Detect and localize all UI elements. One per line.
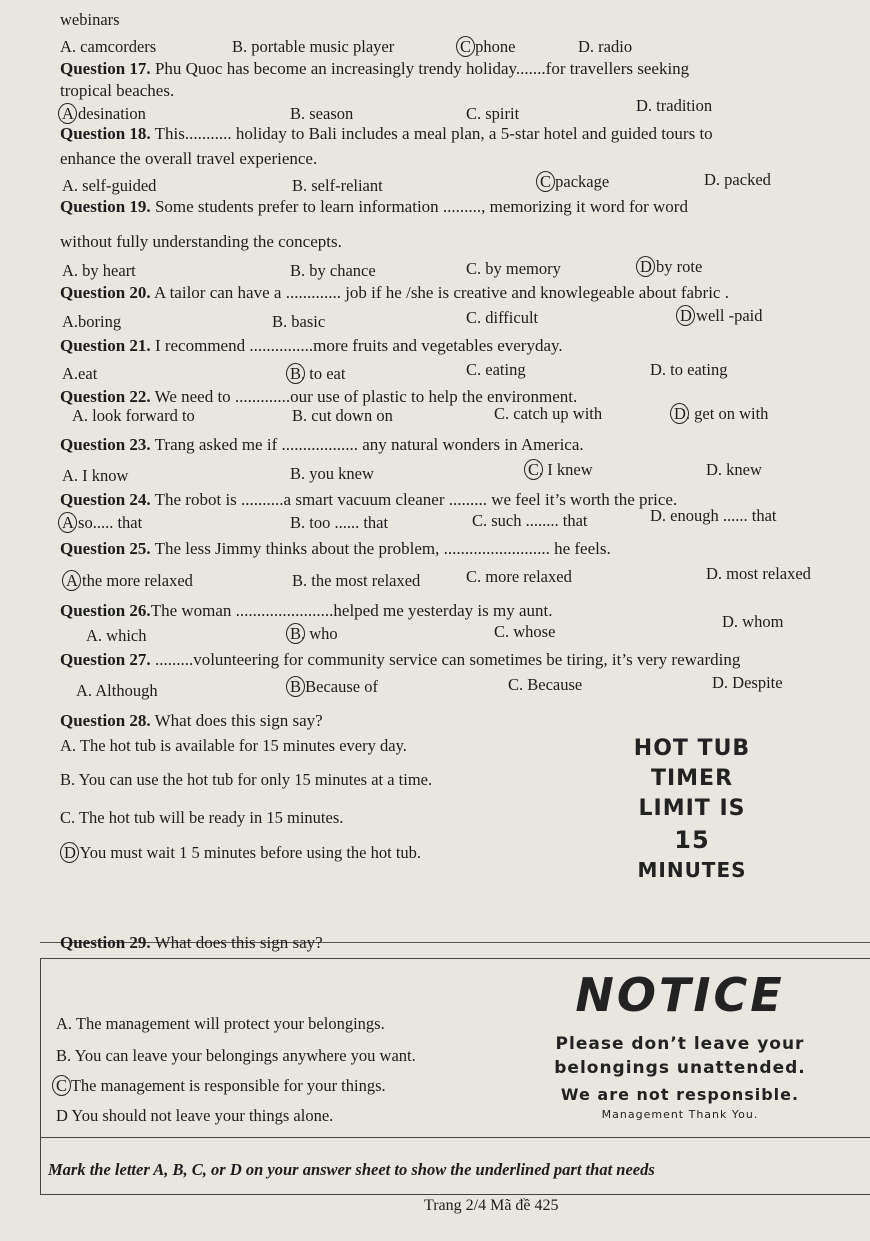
q28-option-b: B. You can use the hot tub for only 15 minutes at a time. [60,770,433,789]
q18-option-a: A. self-guided [62,176,157,195]
q18-option-c: C package [540,172,610,191]
q22-text: Question 22. We need to .............our use of plastic to help the environment. [60,387,578,406]
answer-circle: D [640,257,652,276]
q16-option-a: A. camcorders [60,37,157,56]
q16-option-b: B. portable music player [232,37,395,56]
q26-text: Question 26.The woman .......................helped me yesterday is my aunt. [60,601,553,620]
answer-circle: C [460,37,472,56]
top-line: webinars [60,10,120,29]
q26-option-a: A. which [86,626,147,645]
notice-line: We are not responsible. [560,1085,800,1104]
q20-option-d: D well -paid [680,306,763,325]
q24-text: Question 24. The robot is ..........a smart vacuum cleaner ......... we feel it’s worth the price. [60,490,678,509]
q27-option-b: B Because of [290,677,378,696]
q18-text-cont: enhance the overall travel experience. [60,149,318,168]
sign-line: TIMER [650,766,734,791]
sign-line: LIMIT IS [638,796,746,821]
answer-circle: C [528,460,540,479]
q21-text: Question 21. I recommend ...............more fruits and vegetables everyday. [60,336,563,355]
q25-option-a: A the more relaxed [66,571,193,590]
q19-option-d: D by rote [640,257,703,276]
q22-option-b: B. cut down on [292,406,393,425]
q22-option-c: C. catch up with [494,404,603,423]
q29-option-c: C The management is responsible for your things. [56,1076,386,1095]
q17-text-cont: tropical beaches. [60,81,175,100]
q23-option-d: D. knew [706,460,762,479]
q23-option-a: A. I know [62,466,129,485]
q25-option-d: D. most relaxed [706,564,811,583]
q17-option-c: C. spirit [466,104,520,123]
q18-option-d: D. packed [704,170,771,189]
q22-option-a: A. look forward to [72,406,195,425]
q21-option-a: A.eat [62,364,98,383]
q28-option-c: C. The hot tub will be ready in 15 minutes. [60,808,344,827]
q20-option-c: C. difficult [466,308,539,327]
notice-line: belongings unattended. [554,1058,806,1078]
answer-circle: D [680,306,692,325]
q27-option-a: A. Although [76,681,158,700]
answer-circle: A [62,104,74,123]
q17-text: Question 17. Phu Quoc has become an increasingly trendy holiday.......for travellers seeking [60,59,690,78]
q17-option-a: A desination [62,104,146,123]
q20-option-b: B. basic [272,312,326,331]
sign-line: MINUTES [637,858,747,882]
q20-text: Question 20. A tailor can have a ............. job if he /she is creative and knowlegeable about fabric . [60,283,729,302]
answer-circle: A [66,571,78,590]
q19-option-b: B. by chance [290,261,376,280]
answer-circle: C [540,172,552,191]
q21-option-d: D. to eating [650,360,728,379]
q24-option-a: A so..... that [62,513,143,532]
q26-option-c: C. whose [494,622,556,641]
q19-text-cont: without fully understanding the concepts. [60,232,342,251]
q17-option-d: D. tradition [636,96,713,115]
notice-title: NOTICE [575,968,785,1022]
answer-circle: C [56,1076,68,1095]
q19-option-a: A. by heart [62,261,136,280]
q18-option-b: B. self-reliant [292,176,383,195]
q18-text: Question 18. This........... holiday to Bali includes a meal plan, a 5-star hotel and guided tours to [60,124,713,143]
q25-text: Question 25. The less Jimmy thinks about the problem, ......................... he feels. [60,539,611,558]
answer-circle: A [62,513,74,532]
notice-line: Management Thank You. [601,1108,759,1121]
q19-text: Question 19. Some students prefer to learn information ........., memorizing it word for word [60,197,688,216]
q27-option-d: D. Despite [712,673,783,692]
q25-option-b: B. the most relaxed [292,571,421,590]
q24-option-b: B. too ...... that [290,513,389,532]
q23-text: Question 23. Trang asked me if .................. any natural wonders in America. [60,435,584,454]
answer-circle: D [674,404,686,423]
q29-option-a: A. The management will protect your belongings. [56,1014,385,1033]
notice-line: Please don’t leave your [555,1034,805,1054]
sign-line: HOT TUB [633,736,751,761]
q27-option-c: C. Because [508,675,583,694]
q21-option-b: B. to eat [290,364,346,383]
q16-option-d: D. radio [578,37,633,56]
q19-option-c: C. by memory [466,259,561,278]
answer-circle: B [290,624,302,643]
q22-option-d: D. get on with [674,404,769,423]
q26-option-d: D. whom [722,612,784,631]
q29-text: Question 29. What does this sign say? [60,933,323,952]
answer-circle: B [290,677,302,696]
q28-option-a: A. The hot tub is available for 15 minutes every day. [60,736,407,755]
answer-circle: D [64,843,76,862]
answer-circle: B [290,364,302,383]
q16-option-c: C phone [460,37,516,56]
q17-option-b: B. season [290,104,354,123]
q21-option-c: C. eating [466,360,526,379]
q29-option-b: B. You can leave your belongings anywhere you want. [56,1046,416,1065]
q27-text: Question 27. .........volunteering for community service can sometimes be tiring, it’s very rewarding [60,650,741,669]
sign-line: 15 [674,826,710,854]
q23-option-b: B. you knew [290,464,374,483]
q25-option-c: C. more relaxed [466,567,572,586]
footer-page: Trang 2/4 Mã đề 425 [424,1197,559,1214]
q29-option-d: D You should not leave your things alone. [56,1106,334,1125]
q26-option-b: B. who [290,624,338,643]
q28-option-d: D You must wait 1 5 minutes before using the hot tub. [64,843,422,862]
q23-option-c: C. I knew [528,460,593,479]
q20-option-a: A.boring [62,312,122,331]
footer-instruction: Mark the letter A, B, C, or D on your answer sheet to show the underlined part that needs [48,1160,655,1179]
q28-text: Question 28. What does this sign say? [60,711,323,730]
q24-option-d: D. enough ...... that [650,506,777,525]
q24-option-c: C. such ........ that [472,511,588,530]
